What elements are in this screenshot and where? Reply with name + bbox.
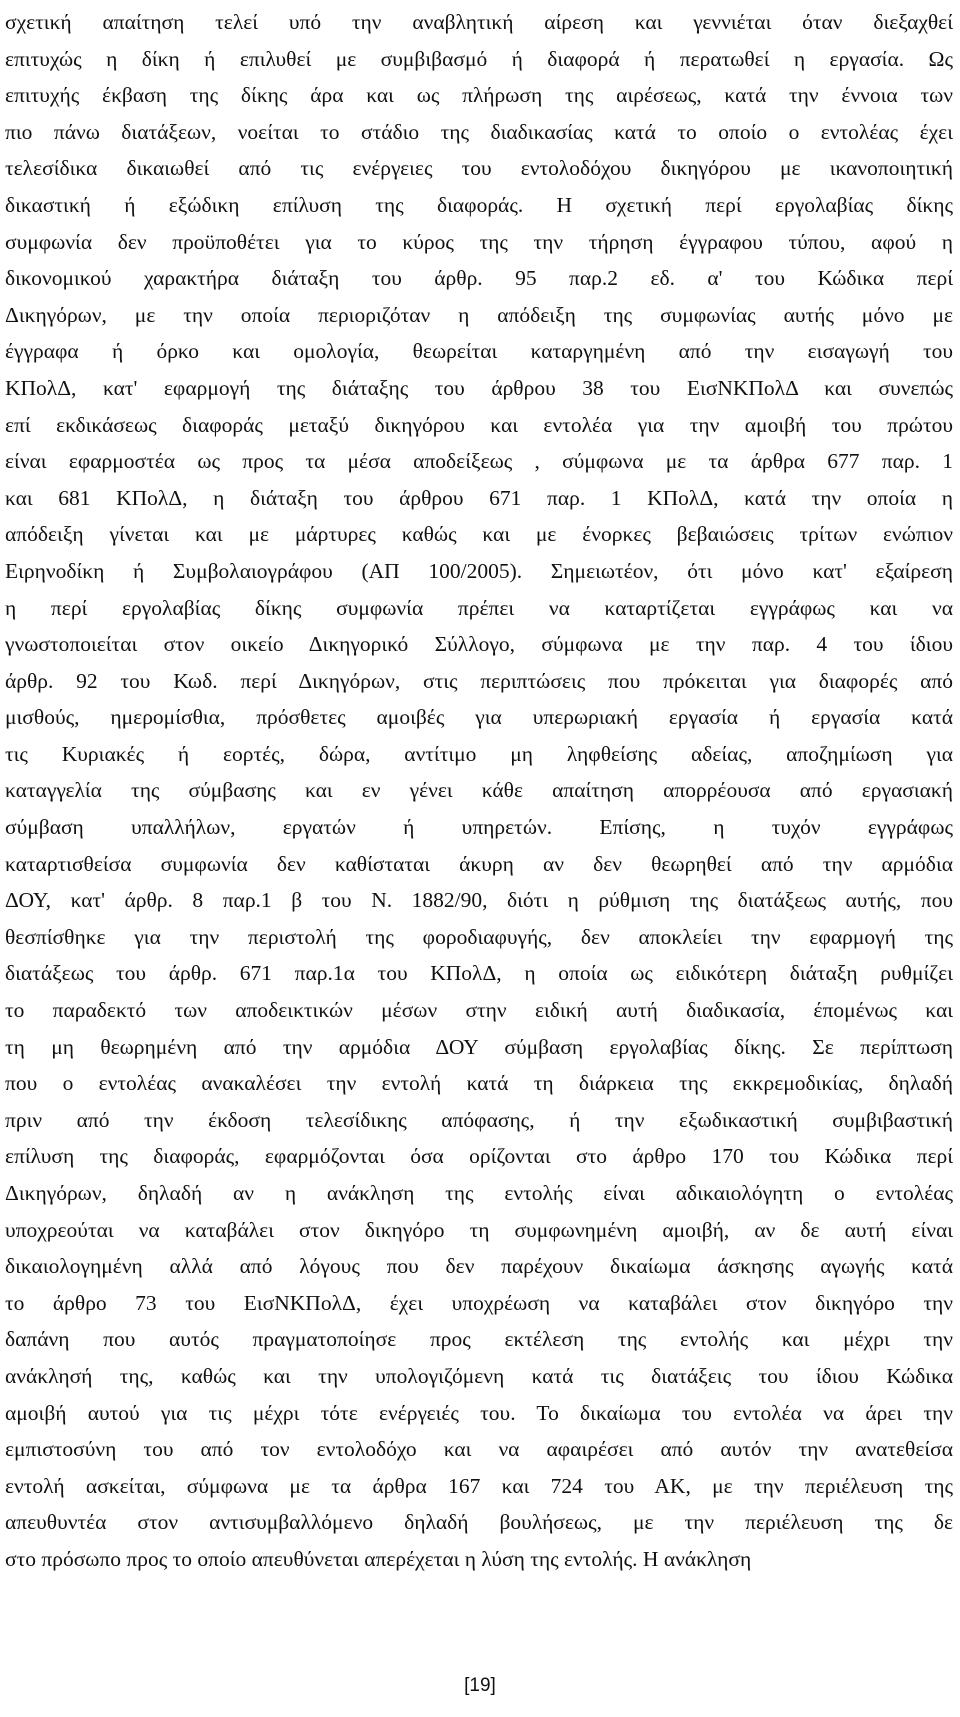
text-line: διατάξεως του άρθρ. 671 παρ.1α του ΚΠολΔ, η οποία ως ειδικότερη διάταξη ρυθμίζει	[5, 961, 953, 986]
text-line: ΔΟΥ, κατ' άρθρ. 8 παρ.1 β του Ν. 1882/90, διότι η ρύθμιση της διατάξεως αυτής, που	[5, 888, 953, 913]
text-line: το άρθρο 73 του ΕισΝΚΠολΔ, έχει υποχρέωση να καταβάλει στον δικηγόρο την	[5, 1290, 953, 1315]
text-line: σύμβαση υπαλλήλων, εργατών ή υπηρετών. Επίσης, η τυχόν εγγράφως	[5, 815, 953, 840]
text-line: μισθούς, ημερομίσθια, πρόσθετες αμοιβές για υπερωριακή εργασία ή εργασία κατά	[5, 705, 953, 730]
text-line: πριν από την έκδοση τελεσίδικης απόφασης, ή την εξωδικαστική συμβιβαστική	[5, 1107, 953, 1132]
text-line: Δικηγόρων, με την οποία περιοριζόταν η απόδειξη της συμφωνίας αυτής μόνο με	[5, 302, 953, 327]
text-line: γνωστοποιείται στον οικείο Δικηγορικό Σύλλογο, σύμφωνα με την παρ. 4 του ίδιου	[5, 632, 953, 657]
text-line: επίλυση της διαφοράς, εφαρμόζονται όσα ορίζονται στο άρθρο 170 του Κώδικα περί	[5, 1144, 953, 1169]
body-text	[5, 4, 953, 1578]
text-line: δικαστική ή εξώδικη επίλυση της διαφοράς. Η σχετική περί εργολαβίας δίκης	[5, 192, 953, 217]
text-line: τη μη θεωρημένη από την αρμόδια ΔΟΥ σύμβαση εργολαβίας δίκης. Σε περίπτωση	[5, 1034, 953, 1059]
text-line: και 681 ΚΠολΔ, η διάταξη του άρθρου 671 παρ. 1 ΚΠολΔ, κατά την οποία η	[5, 485, 953, 510]
text-line: δικονομικού χαρακτήρα διάταξη του άρθρ. 95 παρ.2 εδ. α' του Κώδικα περί	[5, 266, 953, 291]
text-line: ΚΠολΔ, κατ' εφαρμογή της διάταξης του άρθρου 38 του ΕισΝΚΠολΔ και συνεπώς	[5, 375, 953, 400]
text-line: άρθρ. 92 του Κωδ. περί Δικηγόρων, στις περιπτώσεις που πρόκειται για διαφορές από	[5, 668, 953, 693]
text-line: αμοιβή αυτού για τις μέχρι τότε ενέργειές του. Το δικαίωμα του εντολέα να άρει την	[5, 1400, 953, 1425]
text-line: τις Κυριακές ή εορτές, δώρα, αντίτιμο μη ληφθείσης αδείας, αποζημίωση για	[5, 741, 953, 766]
text-line: στο πρόσωπο προς το οποίο απευθύνεται απερέχεται η λύση της εντολής. Η ανάκληση	[5, 1546, 752, 1571]
text-line: εμπιστοσύνη του από τον εντολοδόχο και να αφαιρέσει από αυτόν την ανατεθείσα	[5, 1437, 953, 1462]
text-line: δικαιολογημένη αλλά από λόγους που δεν παρέχουν δικαίωμα άσκησης αγωγής κατά	[5, 1254, 953, 1279]
text-line: είναι εφαρμοστέα ως προς τα μέσα αποδείξεως , σύμφωνα με τα άρθρα 677 παρ. 1	[5, 449, 953, 474]
text-line: απόδειξη γίνεται και με μάρτυρες καθώς και με ένορκες βεβαιώσεις τρίτων ενώπιον	[5, 522, 953, 547]
text-line: Δικηγόρων, δηλαδή αν η ανάκληση της εντολής είναι αδικαιολόγητη ο εντολέας	[5, 1181, 953, 1205]
text-line: καταρτισθείσα συμφωνία δεν καθίσταται άκυρη αν δεν θεωρηθεί από την αρμόδια	[5, 851, 953, 876]
text-line: επιτυχώς η δίκη ή επιλυθεί με συμβιβασμό ή διαφορά ή περατωθεί η εργασία. Ως	[5, 46, 953, 71]
text-line: το παραδεκτό των αποδεικτικών μέσων στην ειδική αυτή διαδικασία, έπομένως και	[5, 998, 953, 1023]
text-line: τελεσίδικα δικαιωθεί από τις ενέργειες του εντολοδόχου δικηγόρου με ικανοποιητική	[5, 156, 953, 181]
text-line: έγγραφα ή όρκο και ομολογία, θεωρείται καταργημένη από την εισαγωγή του	[5, 339, 953, 364]
text-line: πιο πάνω διατάξεων, νοείται το στάδιο της διαδικασίας κατά το οποίο ο εντολέας έχει	[5, 119, 953, 144]
text-line: που ο εντολέας ανακαλέσει την εντολή κατά τη διάρκεια της εκκρεμοδικίας, δηλαδή	[5, 1071, 953, 1096]
text-line: εντολή ασκείται, σύμφωνα με τα άρθρα 167 και 724 του ΑΚ, με την περιέλευση της	[5, 1473, 953, 1498]
text-line: θεσπίσθηκε για την περιστολή της φοροδιαφυγής, δεν αποκλείει την εφαρμογή της	[5, 924, 953, 949]
text-line: ανάκλησή της, καθώς και την υπολογιζόμενη κατά τις διατάξεις του ίδιου Κώδικα	[5, 1363, 953, 1388]
text-line: καταγγελία της σύμβασης και εν γένει κάθε απαίτηση απορρέουσα από εργασιακή	[5, 778, 953, 803]
text-line: απευθυντέα στον αντισυμβαλλόμενο δηλαδή βουλήσεως, με την περιέλευση της δε	[5, 1510, 953, 1535]
text-line: η περί εργολαβίας δίκης συμφωνία πρέπει να καταρτίζεται εγγράφως και να	[5, 595, 953, 620]
text-line: σχετική απαίτηση τελεί υπό την αναβλητική αίρεση και γεννιέται όταν διεξαχθεί	[5, 10, 953, 34]
text-line: υποχρεούται να καταβάλει στον δικηγόρο τη συμφωνημένη αμοιβή, αν δε αυτή είναι	[5, 1217, 953, 1242]
page-number: [19]	[464, 1675, 496, 1696]
text-line: επί εκδικάσεως διαφοράς μεταξύ δικηγόρου και εντολέα για την αμοιβή του πρώτου	[5, 412, 953, 437]
text-line: συμφωνία δεν προϋποθέτει για το κύρος της την τήρηση έγγραφου τύπου, αφού η	[5, 229, 953, 254]
text-line: επιτυχής έκβαση της δίκης άρα και ως πλήρωση της αιρέσεως, κατά την έννοια των	[5, 83, 953, 108]
text-line: Ειρηνοδίκη ή Συμβολαιογράφου (ΑΠ 100/2005). Σημειωτέον, ότι μόνο κατ' εξαίρεση	[5, 558, 953, 583]
text-line: δαπάνη που αυτός πραγματοποίησε προς εκτέλεση της εντολής και μέχρι την	[5, 1327, 953, 1352]
